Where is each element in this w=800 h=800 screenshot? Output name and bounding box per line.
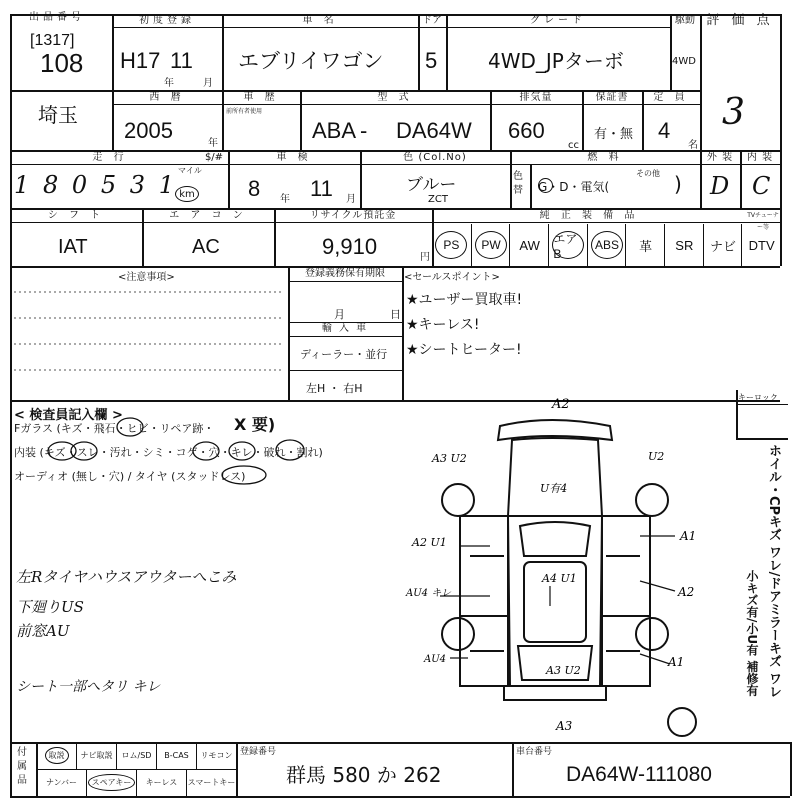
equipment-item xyxy=(703,224,743,266)
import-label: 輸 入 車 xyxy=(321,323,369,334)
accessory-label: 取説 xyxy=(45,747,69,764)
accessory-label: B-CAS xyxy=(164,751,189,760)
accessory-label: リモコン xyxy=(200,751,233,760)
s-label: $/# xyxy=(204,152,224,163)
interior-line: 内装 (キズ・スレ・汚れ・シミ・コゲ・穴・キレ・破れ・割れ) xyxy=(14,446,323,459)
lot-label: 出品番号 xyxy=(29,12,85,23)
accessory-item xyxy=(86,769,136,796)
rule xyxy=(300,90,302,150)
legend-line1: ホイル・CPキズ ワレ/ドアミラーキズ ワレ xyxy=(766,444,781,698)
damage-mark: U2 xyxy=(648,450,665,463)
capacity-label: 定 員 xyxy=(653,92,689,103)
damage-mark: A1 xyxy=(668,655,685,669)
rule xyxy=(700,14,702,90)
year-unit: 年 xyxy=(164,78,174,89)
damage-mark: U有4 xyxy=(540,482,568,495)
accessory-item xyxy=(196,742,236,769)
damage-mark: A2 U1 xyxy=(412,536,447,549)
damage-mark: A2 xyxy=(552,397,570,412)
shift-value: IAT xyxy=(58,236,88,258)
wheel xyxy=(442,484,474,516)
first-reg-era: H17 xyxy=(120,48,161,73)
interior-grade: C xyxy=(752,172,771,200)
rule xyxy=(780,14,782,150)
accessory-label: スペアキー xyxy=(88,774,136,791)
accessory-item xyxy=(186,769,236,796)
rule xyxy=(142,208,144,266)
mileage-digit: 8 xyxy=(42,171,59,199)
inspection-title: < 検査員記入欄 > xyxy=(14,408,123,423)
legend-line2: 小キズ有/小U有 補修有 xyxy=(745,570,759,697)
sales-point: ★ユーザー買取車! xyxy=(406,292,523,308)
score-value: 3 xyxy=(722,92,745,133)
rule xyxy=(418,14,420,90)
rule xyxy=(112,90,114,150)
rule xyxy=(288,336,402,337)
deadline-day: 日 xyxy=(390,308,401,321)
handwritten-note: 下廻りUS xyxy=(16,598,84,616)
year-value: 2005 xyxy=(124,118,173,143)
handwritten-note: 前窓AU xyxy=(16,622,70,640)
damage-mark: AU4 キレ xyxy=(406,588,452,599)
rear-bumper xyxy=(504,686,606,700)
equipment-label: 革 xyxy=(639,238,653,254)
ac-value: AC xyxy=(192,236,220,258)
rule xyxy=(402,266,404,400)
color-label: 色 (Col.No) xyxy=(403,152,467,163)
doors-value: 5 xyxy=(425,48,438,73)
rule xyxy=(790,742,792,796)
wheel xyxy=(442,618,474,650)
spare-wheel xyxy=(668,708,696,736)
accessories-label: 付 属 品 xyxy=(17,747,27,786)
equipment-item xyxy=(741,224,781,266)
windshield-line: Fガラス (キズ・飛石・ヒビ・リペア跡・ xyxy=(14,422,215,435)
accessory-label: キーレス xyxy=(145,778,178,787)
capacity-value: 4 xyxy=(658,118,671,143)
damage-mark: A3 xyxy=(556,719,573,733)
rule xyxy=(222,90,224,150)
year-label: 西 暦 xyxy=(149,92,185,103)
equipment-label: ABS xyxy=(591,231,623,259)
car-diagram xyxy=(400,396,740,740)
exterior-label: 外 装 xyxy=(706,152,734,163)
capacity-unit: 名 xyxy=(688,140,698,151)
plate-number: 群馬 580 か 262 xyxy=(286,763,442,787)
mileage-digit: 3 xyxy=(129,171,146,199)
rule xyxy=(446,14,448,90)
km-circled: km xyxy=(175,186,199,202)
color-value: ブルー xyxy=(406,175,457,195)
reg-deadline-label: 登録義務保有期限 xyxy=(305,268,385,279)
rule xyxy=(736,438,788,440)
plate-label: 登録番号 xyxy=(240,747,277,757)
equipment-item xyxy=(625,224,665,266)
mileage-digit: 0 xyxy=(71,171,88,199)
chassis-label: 車台番号 xyxy=(516,747,553,757)
ac-label: エ ア コ ン xyxy=(169,210,247,221)
damage-mark: A1 xyxy=(680,529,697,543)
year-unit-2: 年 xyxy=(208,138,218,149)
exterior-grade: D xyxy=(710,172,730,200)
accessory-label: ナビ取説 xyxy=(80,751,113,760)
gasoline-circle xyxy=(538,178,553,193)
lot-number: 108 xyxy=(40,48,84,78)
inspection-year-unit: 年 xyxy=(280,194,290,205)
displacement-value: 660 xyxy=(508,118,545,143)
dealer-label: ディーラー・並行 xyxy=(300,348,388,361)
sales-points-label: <セールスポイント> xyxy=(404,272,500,283)
damage-mark: A4 U1 xyxy=(542,572,577,585)
mile-label: マイル xyxy=(178,166,202,175)
steering-label: 左H ・ 右H xyxy=(306,382,363,395)
rule xyxy=(10,796,790,798)
cc-unit: cc xyxy=(568,140,579,151)
equipment-label: PW xyxy=(475,231,507,259)
rule xyxy=(780,150,782,208)
inspection-circles xyxy=(10,416,360,490)
equipment-item xyxy=(548,224,588,266)
rule xyxy=(112,14,114,90)
chassis-number: DA64W-111080 xyxy=(566,763,712,786)
rule xyxy=(360,150,362,208)
first-reg-label: 初度登録 xyxy=(139,15,195,26)
drive-value: 4WD xyxy=(672,56,696,67)
warranty-label: 保証書 xyxy=(595,92,629,103)
history-note: 前所有者使用 xyxy=(226,108,263,115)
inspection-month: 11 xyxy=(310,176,333,201)
inspection-label: 車 検 xyxy=(276,152,312,163)
mileage-digit: 1 xyxy=(14,171,30,199)
model-prefix: ABA xyxy=(312,118,357,143)
rule xyxy=(222,14,224,90)
rule xyxy=(530,164,532,208)
accessory-item xyxy=(36,769,86,796)
handwritten-note: 左Rタイヤハウスアウターへこみ xyxy=(16,568,237,586)
right-side-front xyxy=(602,516,650,616)
score-label: 評 価 点 xyxy=(706,13,774,28)
equipment-item xyxy=(432,224,471,266)
rule xyxy=(700,90,702,150)
accessories-row-2 xyxy=(36,769,236,796)
rule xyxy=(288,370,402,371)
history-label: 車 歴 xyxy=(243,92,279,103)
mileage-label: 走 行 xyxy=(92,152,128,163)
accessory-item xyxy=(116,742,156,769)
tv-label: TVチューナー等 xyxy=(747,212,779,231)
recycle-value: 9,910 xyxy=(322,234,378,259)
rule xyxy=(228,150,230,208)
inspection-year: 8 xyxy=(248,176,261,201)
notes-label: <注意事項> xyxy=(118,272,175,283)
interior-label: 内 装 xyxy=(746,152,774,163)
damage-mark: A2 xyxy=(678,585,695,599)
lot-code: [1317] xyxy=(30,32,75,49)
equipment-label: SR xyxy=(675,237,694,253)
color-code: ZCT xyxy=(428,194,448,205)
model-name: エブリイワゴン xyxy=(238,49,384,73)
recolor-label: 色替 xyxy=(513,171,523,196)
grade-value: 4WD_JPターボ xyxy=(488,49,624,73)
fuel-other: その他 xyxy=(636,169,660,178)
rule xyxy=(670,14,672,90)
equipment-label: ナビ xyxy=(709,238,736,254)
model-code: DA64W xyxy=(396,118,472,143)
equipment-item xyxy=(664,224,704,266)
deadline-month: 月 xyxy=(334,308,345,321)
audio-tire-line: オーディオ (無し・穴) / タイヤ (スタッドレス) xyxy=(14,470,246,483)
accessory-label: ロム/SD xyxy=(121,751,152,760)
shift-label: シ フ ト xyxy=(47,210,105,221)
rule xyxy=(510,150,512,208)
keylock-label: キーロック xyxy=(738,393,778,402)
fuel-options: G・D・電気( xyxy=(538,180,610,194)
rule xyxy=(236,742,238,796)
model-label: 車 名 xyxy=(302,15,338,26)
rule xyxy=(490,90,492,150)
mileage-digit: 5 xyxy=(100,171,117,199)
warranty-value: 有・無 xyxy=(594,127,634,142)
accessory-label: スマートキー xyxy=(187,778,236,787)
damage-mark: AU4 xyxy=(424,654,447,665)
equipment-item xyxy=(509,224,549,266)
rule xyxy=(700,150,702,208)
equipment-item xyxy=(471,224,511,266)
drive-label: 駆動 xyxy=(675,15,695,26)
sales-points-list xyxy=(406,288,522,363)
fuel-label: 燃 料 xyxy=(587,152,623,163)
month-unit: 月 xyxy=(203,78,213,89)
yen-unit: 円 xyxy=(420,252,430,263)
accessory-item xyxy=(156,742,196,769)
rule xyxy=(740,150,742,208)
model-code-label: 型 式 xyxy=(377,92,413,103)
model-dash: - xyxy=(360,118,368,143)
handwritten-note: シート一部へタリ キレ xyxy=(16,679,161,695)
equipment-label: 純 正 装 備 品 xyxy=(539,210,639,221)
fuel-close: ) xyxy=(674,172,682,196)
accessory-item xyxy=(76,742,116,769)
hood xyxy=(508,438,602,516)
rule xyxy=(288,281,402,282)
rule xyxy=(642,90,644,150)
doors-label: ドア xyxy=(422,15,442,26)
rule xyxy=(274,208,276,266)
displacement-label: 排気量 xyxy=(519,92,553,103)
accessory-label: ナンバー xyxy=(45,778,78,787)
rule xyxy=(512,742,514,796)
notes-dotted-lines xyxy=(14,280,284,395)
left-side-front xyxy=(460,516,508,616)
accessory-item xyxy=(136,769,186,796)
rule xyxy=(10,14,12,796)
damage-mark: A3 U2 xyxy=(432,452,467,465)
equipment-label: エアB xyxy=(552,231,584,259)
equipment-label: AW xyxy=(519,237,540,253)
inspection-month-unit: 月 xyxy=(346,194,356,205)
damage-mark: A3 U2 xyxy=(546,664,581,677)
equipment-item xyxy=(587,224,627,266)
windshield xyxy=(520,522,590,556)
equipment-row xyxy=(432,224,780,266)
sales-point: ★シートヒーター! xyxy=(406,342,522,358)
mileage-digit: 1 xyxy=(158,171,174,199)
rule xyxy=(736,404,788,405)
recycle-label: リサイクル預託金 xyxy=(309,210,397,221)
windshield-mark: X 要) xyxy=(234,415,276,434)
first-reg-month: 11 xyxy=(170,48,193,73)
mileage-digits xyxy=(14,170,174,200)
accessories-row-1 xyxy=(36,742,236,769)
accessory-item xyxy=(36,742,76,769)
region: 埼玉 xyxy=(38,103,78,127)
equipment-label: PS xyxy=(435,231,467,259)
wheel xyxy=(636,618,668,650)
front-bumper xyxy=(498,420,612,440)
rule xyxy=(582,90,584,150)
sales-point: ★キーレス! xyxy=(406,317,480,333)
grade-label: グレード xyxy=(530,15,586,26)
equipment-label: DTV xyxy=(748,237,775,253)
wheel xyxy=(636,484,668,516)
